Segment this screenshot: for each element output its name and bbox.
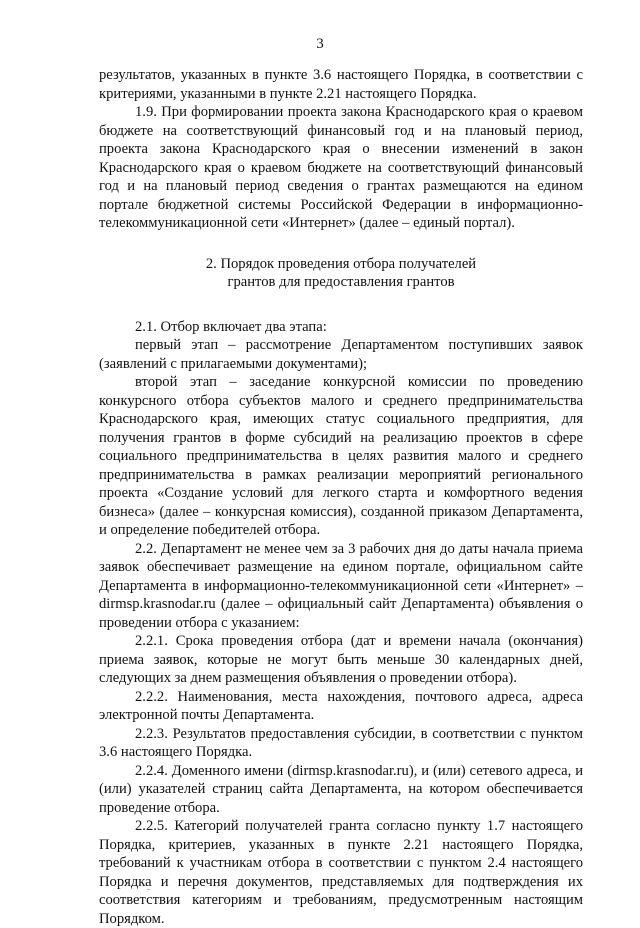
section-heading <box>99 255 583 292</box>
paragraph-2-2-4: 2.2.4. Доменного имени (dirmsp.krasnodar.ru), и (или) сетевого адреса, и (или) указателей страниц сайта Департамента, на котором обеспечивается проведение отбора. <box>99 762 583 816</box>
paragraph-stage-2: второй этап – заседание конкурсной комиссии по проведению конкурсного отбора субъектов малого и среднего предпринимательства Краснодарского края, имеющих статус социального предприятия, для получения грантов в форме субсидий на реализацию проектов в сфере социального предпринимательства в целях развития малого и среднего предпринимательства в рамках реализации мероприятий регионального проекта «Создание условий для легкого старта и комфортного ведения бизнеса» (далее – конкурсная комиссия), созданной приказом Департамента, и определение победителей отбора. <box>99 374 583 538</box>
section-heading-line-1: 2. Порядок проведения отбора получателей <box>205 255 477 272</box>
paragraph-1-9: 1.9. При формировании проекта закона Краснодарского края о краевом бюджете на соответствующий финансовый год и на плановый период, проекта закона Краснодарского края о внесении изменений в закон Краснодарского края о краевом бюджете на соответствующий финансовый год и на плановый период сведения о грантах размещаются на едином портале бюджетной системы Российской Федерации в информационно-телекоммуникационной сети «Интернет» (далее – единый портал). <box>99 104 583 231</box>
section-heading-line-2: грантов для предоставления грантов <box>227 274 455 290</box>
paragraph-2-2: 2.2. Департамент не менее чем за 3 рабочих дня до даты начала приема заявок обеспечивает размещение на едином портале, официальном сайте Департамента в информационно-телекоммуникационной сети «Интернет» – dirmsp.krasnodar.ru (далее – официальный сайт Департамента) объявления о проведении отбора с указанием: <box>99 540 583 631</box>
paragraph-2-2-5: 2.2.5. Категорий получателей гранта согласно пункту 1.7 настоящего Порядка, критериев, указанных в пункте 2.21 настоящего Порядка, требований к участникам отбора в соответствии с пунктом 2.4 настоящего Порядка и перечня документов, представляемых для подтверждения их соответствия категориям и требованиям, предусмотренным настоящим Порядком. <box>99 818 583 927</box>
document-body <box>99 66 583 928</box>
paragraph-2-2-1: 2.2.1. Срока проведения отбора (дат и времени начала (окончания) приема заявок, которые не могут быть меньше 30 календарных дней, следующих за днем размещения объявления о проведении отбора). <box>99 633 583 686</box>
paragraph-continuation: результатов, указанных в пункте 3.6 настоящего Порядка, в соответствии с критериями, указанными в пункте 2.21 настоящего Порядка. <box>99 67 583 102</box>
paragraph-2-2-2: 2.2.2. Наименования, места нахождения, почтового адреса, адреса электронной почты Департамента. <box>99 688 583 723</box>
page-number: 3 <box>316 36 324 52</box>
paragraph-2-1: 2.1. Отбор включает два этапа: <box>135 318 327 335</box>
paragraph-stage-1: первый этап – рассмотрение Департаментом поступивших заявок (заявлений с прилагаемыми документами); <box>99 337 583 372</box>
paragraph-2-2-3: 2.2.3. Результатов предоставления субсидии, в соответствии с пунктом 3.6 настоящего Порядка. <box>99 725 583 760</box>
scan-speck <box>147 889 150 890</box>
